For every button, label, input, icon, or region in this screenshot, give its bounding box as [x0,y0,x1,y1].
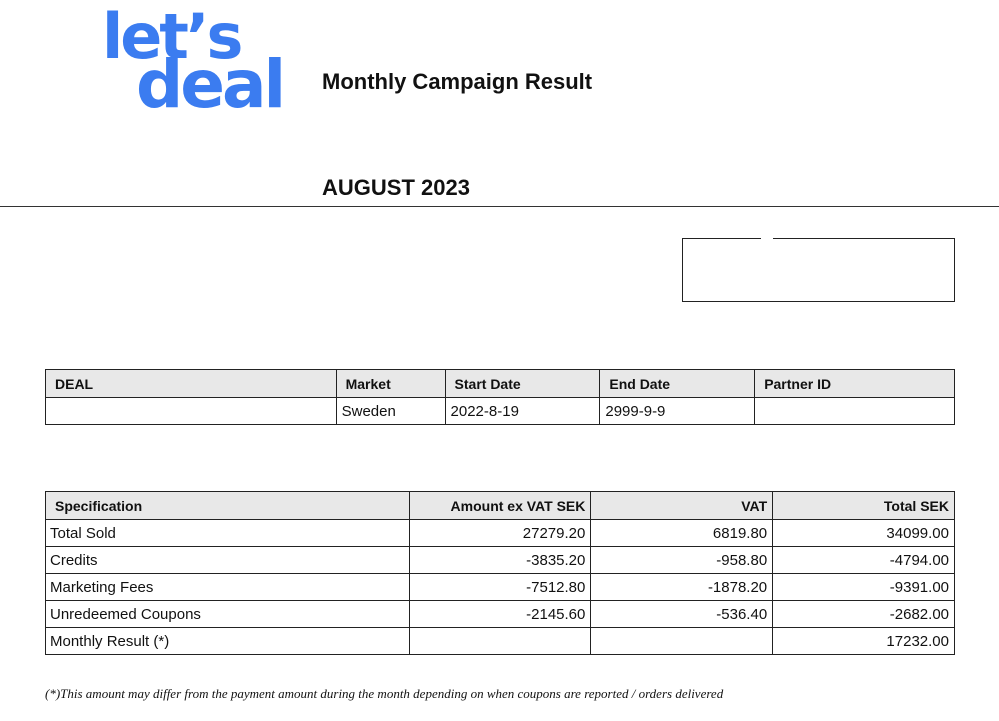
header-amount-ex-vat: Amount ex VAT SEK [409,492,591,520]
end-date-cell: 2999-9-9 [600,398,755,425]
deal-value-row [46,398,955,425]
header-total: Total SEK [773,492,955,520]
header-divider [0,206,999,207]
table-row [46,628,955,655]
vat-cell: -1878.20 [591,574,773,601]
amount-ex-vat-cell: -2145.60 [409,601,591,628]
total-cell: -2682.00 [773,601,955,628]
footnote: (*)This amount may differ from the payment amount during the month depending on when coupons are reported / orders delivered [45,686,724,701]
vat-cell [591,628,773,655]
vat-cell: -536.40 [591,601,773,628]
total-cell: -9391.00 [773,574,955,601]
partner-address-box [682,238,955,302]
start-date-cell: 2022-8-19 [445,398,600,425]
header-start-date: Start Date [445,370,600,398]
table-row [46,547,955,574]
deal-info-table [45,369,955,425]
table-row [46,574,955,601]
address-box-gap [761,236,773,241]
amount-ex-vat-cell: 27279.20 [409,520,591,547]
row-label: Marketing Fees [46,574,410,601]
total-cell: 17232.00 [773,628,955,655]
market-cell: Sweden [336,398,445,425]
row-label: Monthly Result (*) [46,628,410,655]
spec-header-row [46,492,955,520]
header-specification: Specification [46,492,410,520]
partner-id-cell [755,398,955,425]
amount-ex-vat-cell: -3835.20 [409,547,591,574]
logo-line-2: deal [136,46,284,123]
header-market: Market [336,370,445,398]
vat-cell: 6819.80 [591,520,773,547]
specification-table [45,491,955,655]
table-row [46,601,955,628]
header-vat: VAT [591,492,773,520]
row-label: Total Sold [46,520,410,547]
logo-line-1: let’s [102,0,241,73]
total-cell: -4794.00 [773,547,955,574]
total-cell: 34099.00 [773,520,955,547]
row-label: Credits [46,547,410,574]
header-deal: DEAL [46,370,337,398]
deal-name-cell [46,398,337,425]
header-partner-id: Partner ID [755,370,955,398]
document-title: Monthly Campaign Result [322,69,593,94]
table-row [46,520,955,547]
amount-ex-vat-cell [409,628,591,655]
vat-cell: -958.80 [591,547,773,574]
deal-header-row [46,370,955,398]
header-end-date: End Date [600,370,755,398]
amount-ex-vat-cell: -7512.80 [409,574,591,601]
row-label: Unredeemed Coupons [46,601,410,628]
report-period: AUGUST 2023 [322,175,470,200]
